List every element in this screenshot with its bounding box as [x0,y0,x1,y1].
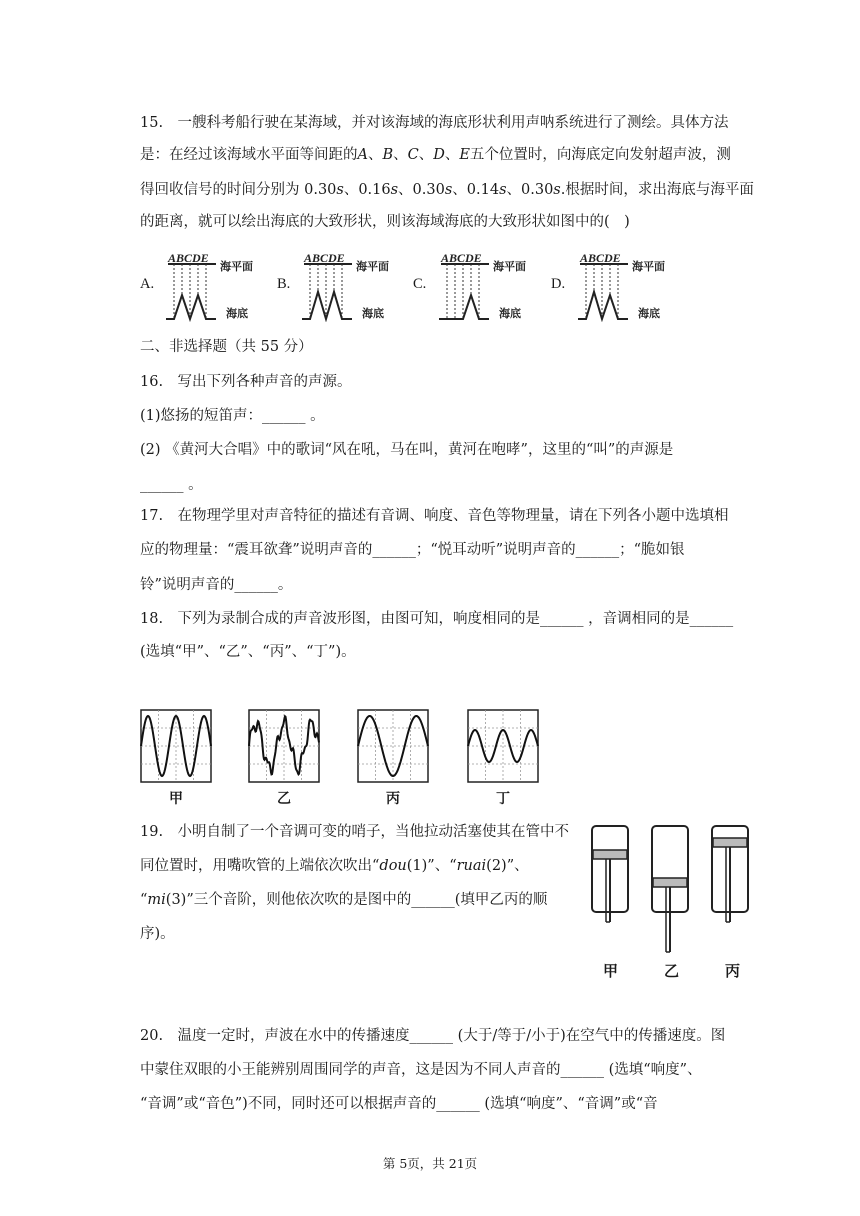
page-footer: 第 5页，共 21页 [382,1156,478,1171]
tube-jia [592,826,628,922]
waveform-bing [357,709,429,783]
q15-points-label: ABCDE [168,251,209,265]
q16-line-1: 16. 写出下列各种声音的声源。 [140,374,352,390]
q20-line-1: 20. 温度一定时，声波在水中的传播速度______ (大于/等于/小于)在空气中的传播速度。图 [140,1028,726,1044]
q17-line-3: 铃”说明声音的______。 [140,577,293,593]
waveform-ding [467,709,539,783]
waveform-ding-caption: 丁 [496,791,510,807]
q16-line-2: (1)悠扬的短笛声：______ 。 [140,408,325,424]
waveform-yi [248,709,320,783]
seabed-label: 海底 [499,307,521,320]
q17-line-2: 应的物理量：“震耳欲聋”说明声音的______；“悦耳动听”说明声音的______；“脆如银 [140,542,685,558]
q19-line-3: “𝑚𝑖(3)”三个音阶，则他依次吹的是图中的______(填甲乙丙的顺 [140,892,548,908]
q15-points-label: ABCDE [441,251,482,265]
seabed-label: 海底 [638,307,660,320]
q19-line-2: 同位置时，用嘴吹管的上端依次吹出“𝑑𝑜𝑢(1)”、“𝑟𝑢𝑎𝑖(2)”、 [140,858,529,874]
q15-line-1: 15. 一艘科考船行驶在某海域，并对该海域的海底形状利用声呐系统进行了测绘。具体方法 [140,115,729,131]
q15-figure-a [160,250,270,322]
waveform-jia-caption: 甲 [169,791,183,807]
tube-bing-caption: 丙 [725,962,741,980]
q15-option-a-label: A. [140,276,155,292]
q16-line-3: (2) 《黄河大合唱》中的歌词“风在吼，马在叫，黄河在咆哮”，这里的“叫”的声源是 [140,442,674,458]
q20-line-3: “音调”或“音色”)不同，同时还可以根据声音的______ (选填“响度”、“音调”或“音 [140,1096,658,1112]
tube-yi [652,826,688,952]
waveform-yi-caption: 乙 [277,791,291,807]
waveform-bing-caption: 丙 [386,791,400,807]
q15-option-c-label: C. [413,276,427,292]
tube-yi-caption: 乙 [664,962,680,980]
q15-line-2: 是：在经过该海域水平面等间距的𝐴、𝐵、𝐶、𝐷、𝐸五个位置时，向海底定向发射超声波，测 [140,147,731,163]
sea-surface-label: 海平面 [220,260,253,273]
tube-jia-caption: 甲 [603,962,619,980]
q15-line-3: 得回收信号的时间分别为 0.30𝑠、0.16𝑠、0.30𝑠、0.14𝑠、0.30𝑠.根据时间，求出海底与海平面 [140,182,754,198]
sea-surface-label: 海平面 [632,260,665,273]
q15-option-d-label: D. [551,276,566,292]
q15-points-label: ABCDE [304,251,345,265]
q16-line-4: ______ 。 [140,477,203,493]
q18-line-2: (选填“甲”、“乙”、“丙”、“丁”)。 [140,644,356,660]
waveform-jia [140,709,212,783]
q20-line-2: 中蒙住双眼的小王能辨别周围同学的声音，这是因为不同人声音的______ (选填“响度”、 [140,1062,702,1078]
seabed-label: 海底 [226,307,248,320]
sea-surface-label: 海平面 [356,260,389,273]
q15-option-b-label: B. [277,276,291,292]
section-heading: 二、非选择题（共 55 分） [140,339,313,355]
tube-bing [712,826,748,922]
q15-figure-d [572,250,682,322]
q18-line-1: 18. 下列为录制合成的声音波形图，由图可知，响度相同的是______ ，音调相同的是______ [140,611,734,627]
q15-figure-c [433,246,543,322]
q19-line-4: 序)。 [140,926,175,942]
q15-figure-b [296,250,406,322]
q17-line-1: 17. 在物理学里对声音特征的描述有音调、响度、音色等物理量，请在下列各小题中选填相 [140,508,729,524]
sea-surface-label: 海平面 [493,260,526,273]
q15-points-label: ABCDE [580,251,621,265]
q15-line-4: 的距离，就可以绘出海底的大致形状，则该海域海底的大致形状如图中的( ) [140,214,630,230]
seabed-label: 海底 [362,307,384,320]
whistle-tubes-figure [588,822,758,958]
q19-line-1: 19. 小明自制了一个音调可变的哨子，当他拉动活塞使其在管中不 [140,824,570,840]
